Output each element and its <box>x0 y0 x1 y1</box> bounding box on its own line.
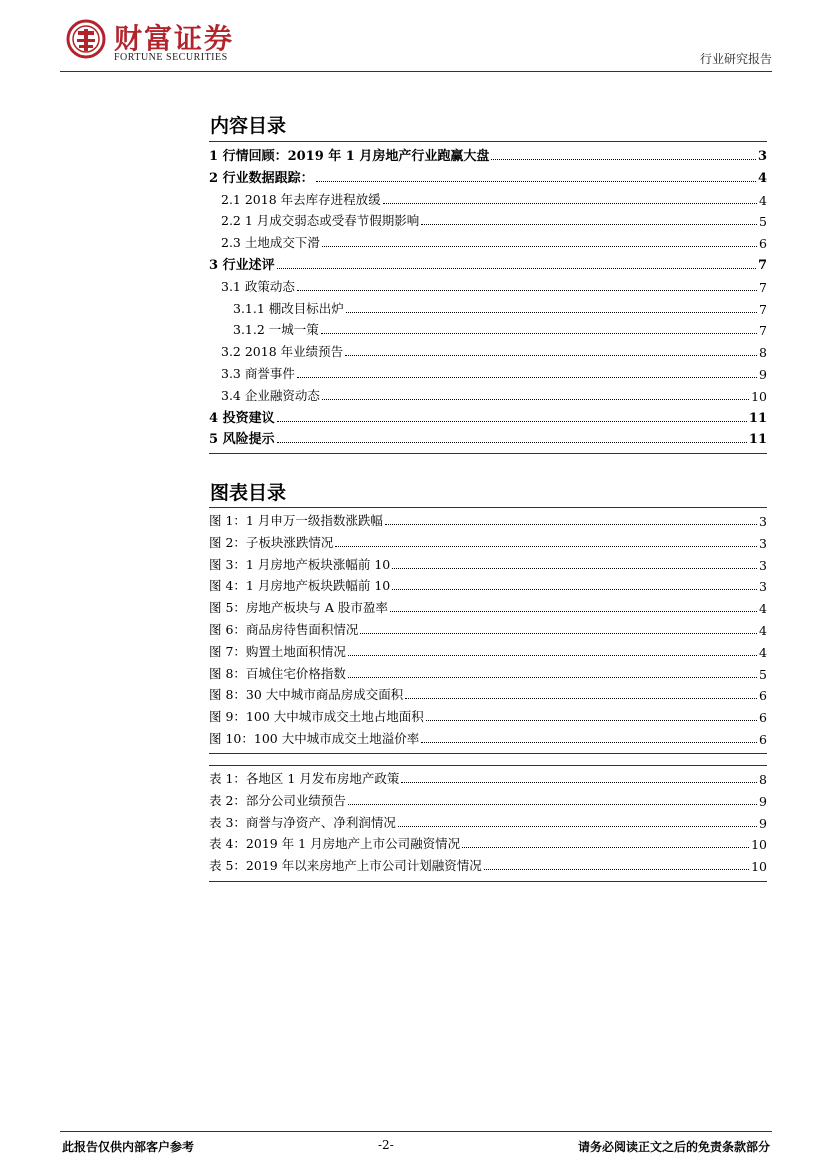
toc-entry-page: 8 <box>759 772 767 787</box>
toc-top-rule <box>209 141 767 142</box>
toc-entry-page: 6 <box>759 710 767 726</box>
toc-entry-page: 9 <box>759 367 767 382</box>
header-divider <box>60 71 772 72</box>
toc-entry-label: 4 投资建议 <box>209 410 275 426</box>
toc-bottom-rule <box>209 453 767 454</box>
toc-leader-dots <box>491 158 756 160</box>
toc-entry[interactable] <box>209 618 767 638</box>
toc-entry[interactable] <box>209 640 767 660</box>
toc-entry-label: 图 8：百城住宅价格指数 <box>209 665 346 681</box>
toc-entry-label: 3.1 政策动态 <box>221 278 295 294</box>
toc-entry-page: 3 <box>759 557 767 573</box>
toc-entry-label: 图 5：房地产板块与 A 股市盈率 <box>209 600 388 616</box>
toc-leader-dots <box>383 202 757 204</box>
toc-entry-page: 10 <box>751 388 767 404</box>
toc-entry[interactable] <box>209 727 767 747</box>
toc-entry[interactable] <box>209 832 767 852</box>
toc-leader-dots <box>360 632 757 634</box>
toc-entry-page: 4 <box>757 170 767 186</box>
toc-entry-label: 3 行业述评 <box>209 258 275 273</box>
toc-entry-label: 3.2 2018 年业绩预告 <box>221 344 344 360</box>
toc-entry[interactable] <box>209 596 767 616</box>
toc-leader-dots <box>322 398 749 400</box>
toc-entry-page: 3 <box>759 514 767 529</box>
toc-top-rule <box>209 765 767 766</box>
toc-leader-dots <box>405 697 757 699</box>
toc-entry[interactable] <box>209 406 767 426</box>
toc-entry-label: 表 3：商誉与净资产、净利润情况 <box>209 814 396 830</box>
toc-entry[interactable] <box>209 767 767 787</box>
toc-entry-page: 4 <box>759 623 767 638</box>
toc-leader-dots <box>426 719 757 721</box>
toc-entry[interactable] <box>209 509 767 529</box>
toc-leader-dots <box>316 180 756 182</box>
toc-leader-dots <box>484 868 749 870</box>
toc-entry-page: 3 <box>759 535 767 551</box>
toc-entry-page: 11 <box>748 410 767 426</box>
toc-entry[interactable] <box>209 318 767 338</box>
toc-leader-dots <box>322 245 757 247</box>
toc-entry-label: 3.3 商誉事件 <box>221 366 295 381</box>
page-header <box>60 15 772 70</box>
toc-leader-dots <box>392 588 757 590</box>
toc-leader-dots <box>348 676 757 678</box>
toc-entry[interactable] <box>209 209 767 229</box>
toc-entry-page: 6 <box>759 688 767 704</box>
toc-entry[interactable] <box>209 275 767 295</box>
toc-entry-label: 1 行情回顾：2019 年 1 月房地产行业跑赢大盘 <box>209 149 490 164</box>
toc-entry-page: 4 <box>759 601 767 617</box>
toc-leader-dots <box>297 376 757 378</box>
toc-entry[interactable] <box>209 427 767 447</box>
toc-entry-page: 6 <box>759 732 767 747</box>
toc-entry-label: 表 1：各地区 1 月发布房地产政策 <box>209 771 400 786</box>
toc-leader-dots <box>421 741 757 743</box>
toc-leader-dots <box>277 420 747 422</box>
toc-entry-label: 图 6：商品房待售面积情况 <box>209 622 359 637</box>
report-type: 行业研究报告 <box>699 52 772 66</box>
toc-entry[interactable] <box>209 231 767 251</box>
toc-entry-page: 11 <box>748 432 767 448</box>
toc-bottom-rule <box>209 881 767 882</box>
toc-entry[interactable] <box>209 531 767 551</box>
toc-entry-label: 2.1 2018 年去库存进程放缓 <box>221 191 381 207</box>
footer-disclaimer: 此报告仅供内部客户参考 <box>62 1140 195 1154</box>
toc-entry-label: 5 风险提示 <box>209 432 275 448</box>
toc-entry[interactable] <box>209 362 767 382</box>
toc-entry-label: 表 5：2019 年以来房地产上市公司计划融资情况 <box>209 858 482 874</box>
toc-entry-page: 4 <box>759 644 767 660</box>
toc-entry-page: 9 <box>759 815 767 831</box>
toc-entry[interactable] <box>209 662 767 682</box>
toc-entry[interactable] <box>209 683 767 703</box>
toc-leader-dots <box>401 781 757 783</box>
toc-leader-dots <box>462 846 749 848</box>
toc-entry-page: 5 <box>759 214 767 230</box>
logo-english-name: FORTUNE SECURITIES <box>114 52 228 63</box>
toc-entry[interactable] <box>209 553 767 573</box>
toc-leader-dots <box>398 825 757 827</box>
toc-entry-page: 10 <box>751 837 767 853</box>
toc-entry[interactable] <box>209 166 767 186</box>
toc-entry-label: 图 10：100 大中城市成交土地溢价率 <box>209 731 420 746</box>
toc-top-rule <box>209 507 767 508</box>
toc-leader-dots <box>348 654 757 656</box>
toc-entry[interactable] <box>209 297 767 317</box>
toc-entry-label: 图 3：1 月房地产板块涨幅前 10 <box>209 556 391 572</box>
toc-entry-page: 8 <box>759 345 767 361</box>
toc-leader-dots <box>346 311 757 313</box>
toc-entry-label: 2.3 土地成交下滑 <box>221 235 320 251</box>
toc-entry-page: 9 <box>759 793 767 809</box>
toc-leader-dots <box>348 803 757 805</box>
footer-notice: 请务必阅读正文之后的免责条款部分 <box>577 1140 770 1154</box>
toc-entry-page: 7 <box>759 279 767 295</box>
toc-entry[interactable] <box>209 811 767 831</box>
toc-entry-page: 3 <box>757 149 767 164</box>
fortune-logo-icon <box>66 19 106 59</box>
toc-entry[interactable] <box>209 340 767 360</box>
toc-entry-page: 10 <box>751 859 767 875</box>
toc-leader-dots <box>345 354 757 356</box>
toc-entry-label: 3.1.2 一城一策 <box>233 322 319 338</box>
toc-entry-label: 图 9：100 大中城市成交土地占地面积 <box>209 709 424 725</box>
toc-entry[interactable] <box>209 789 767 809</box>
toc-entry-label: 表 2：部分公司业绩预告 <box>209 792 346 808</box>
figures-title: 图表目录 <box>210 482 287 504</box>
toc-leader-dots <box>421 223 757 225</box>
toc-entry-label: 2.2 1 月成交弱态或受春节假期影响 <box>221 213 420 229</box>
toc-leader-dots <box>277 441 747 443</box>
toc-entry[interactable] <box>209 144 767 164</box>
toc-leader-dots <box>297 289 757 291</box>
toc-entry-label: 图 4：1 月房地产板块跌幅前 10 <box>209 578 391 594</box>
toc-leader-dots <box>335 545 757 547</box>
toc-leader-dots <box>277 267 756 269</box>
toc-entry-label: 3.1.1 棚改目标出炉 <box>233 300 344 316</box>
toc-entry-label: 图 7：购置土地面积情况 <box>209 643 346 659</box>
toc-leader-dots <box>390 610 757 612</box>
toc-entry-page: 5 <box>759 666 767 682</box>
footer-divider <box>60 1131 772 1132</box>
toc-leader-dots <box>385 523 757 525</box>
logo-chinese-name: 财富证券 <box>114 22 235 55</box>
toc-entry[interactable] <box>209 705 767 725</box>
toc-entry-label: 表 4：2019 年 1 月房地产上市公司融资情况 <box>209 836 461 852</box>
toc-bottom-rule <box>209 753 767 754</box>
toc-entry[interactable] <box>209 854 767 874</box>
toc-entry[interactable] <box>209 253 767 273</box>
toc-entry-label: 2 行业数据跟踪： <box>209 170 314 186</box>
toc-entry-page: 3 <box>759 579 767 595</box>
toc-entry-page: 4 <box>759 192 767 208</box>
toc-entry-label: 图 2：子板块涨跌情况 <box>209 534 334 550</box>
toc-entry-page: 6 <box>759 236 767 252</box>
toc-entry-page: 7 <box>759 323 767 339</box>
toc-entry-label: 3.4 企业融资动态 <box>221 387 320 403</box>
toc-entry-page: 7 <box>759 301 767 317</box>
toc-entry-label: 图 8：30 大中城市商品房成交面积 <box>209 687 404 703</box>
toc-entry[interactable] <box>209 384 767 404</box>
contents-title: 内容目录 <box>210 115 287 137</box>
toc-entry[interactable] <box>209 574 767 594</box>
toc-leader-dots <box>321 332 757 334</box>
toc-entry[interactable] <box>209 188 767 208</box>
toc-entry-page: 7 <box>757 258 767 273</box>
page-number: -2- <box>378 1138 394 1152</box>
toc-entry-label: 图 1：1 月申万一级指数涨跌幅 <box>209 513 383 528</box>
toc-leader-dots <box>392 567 757 569</box>
